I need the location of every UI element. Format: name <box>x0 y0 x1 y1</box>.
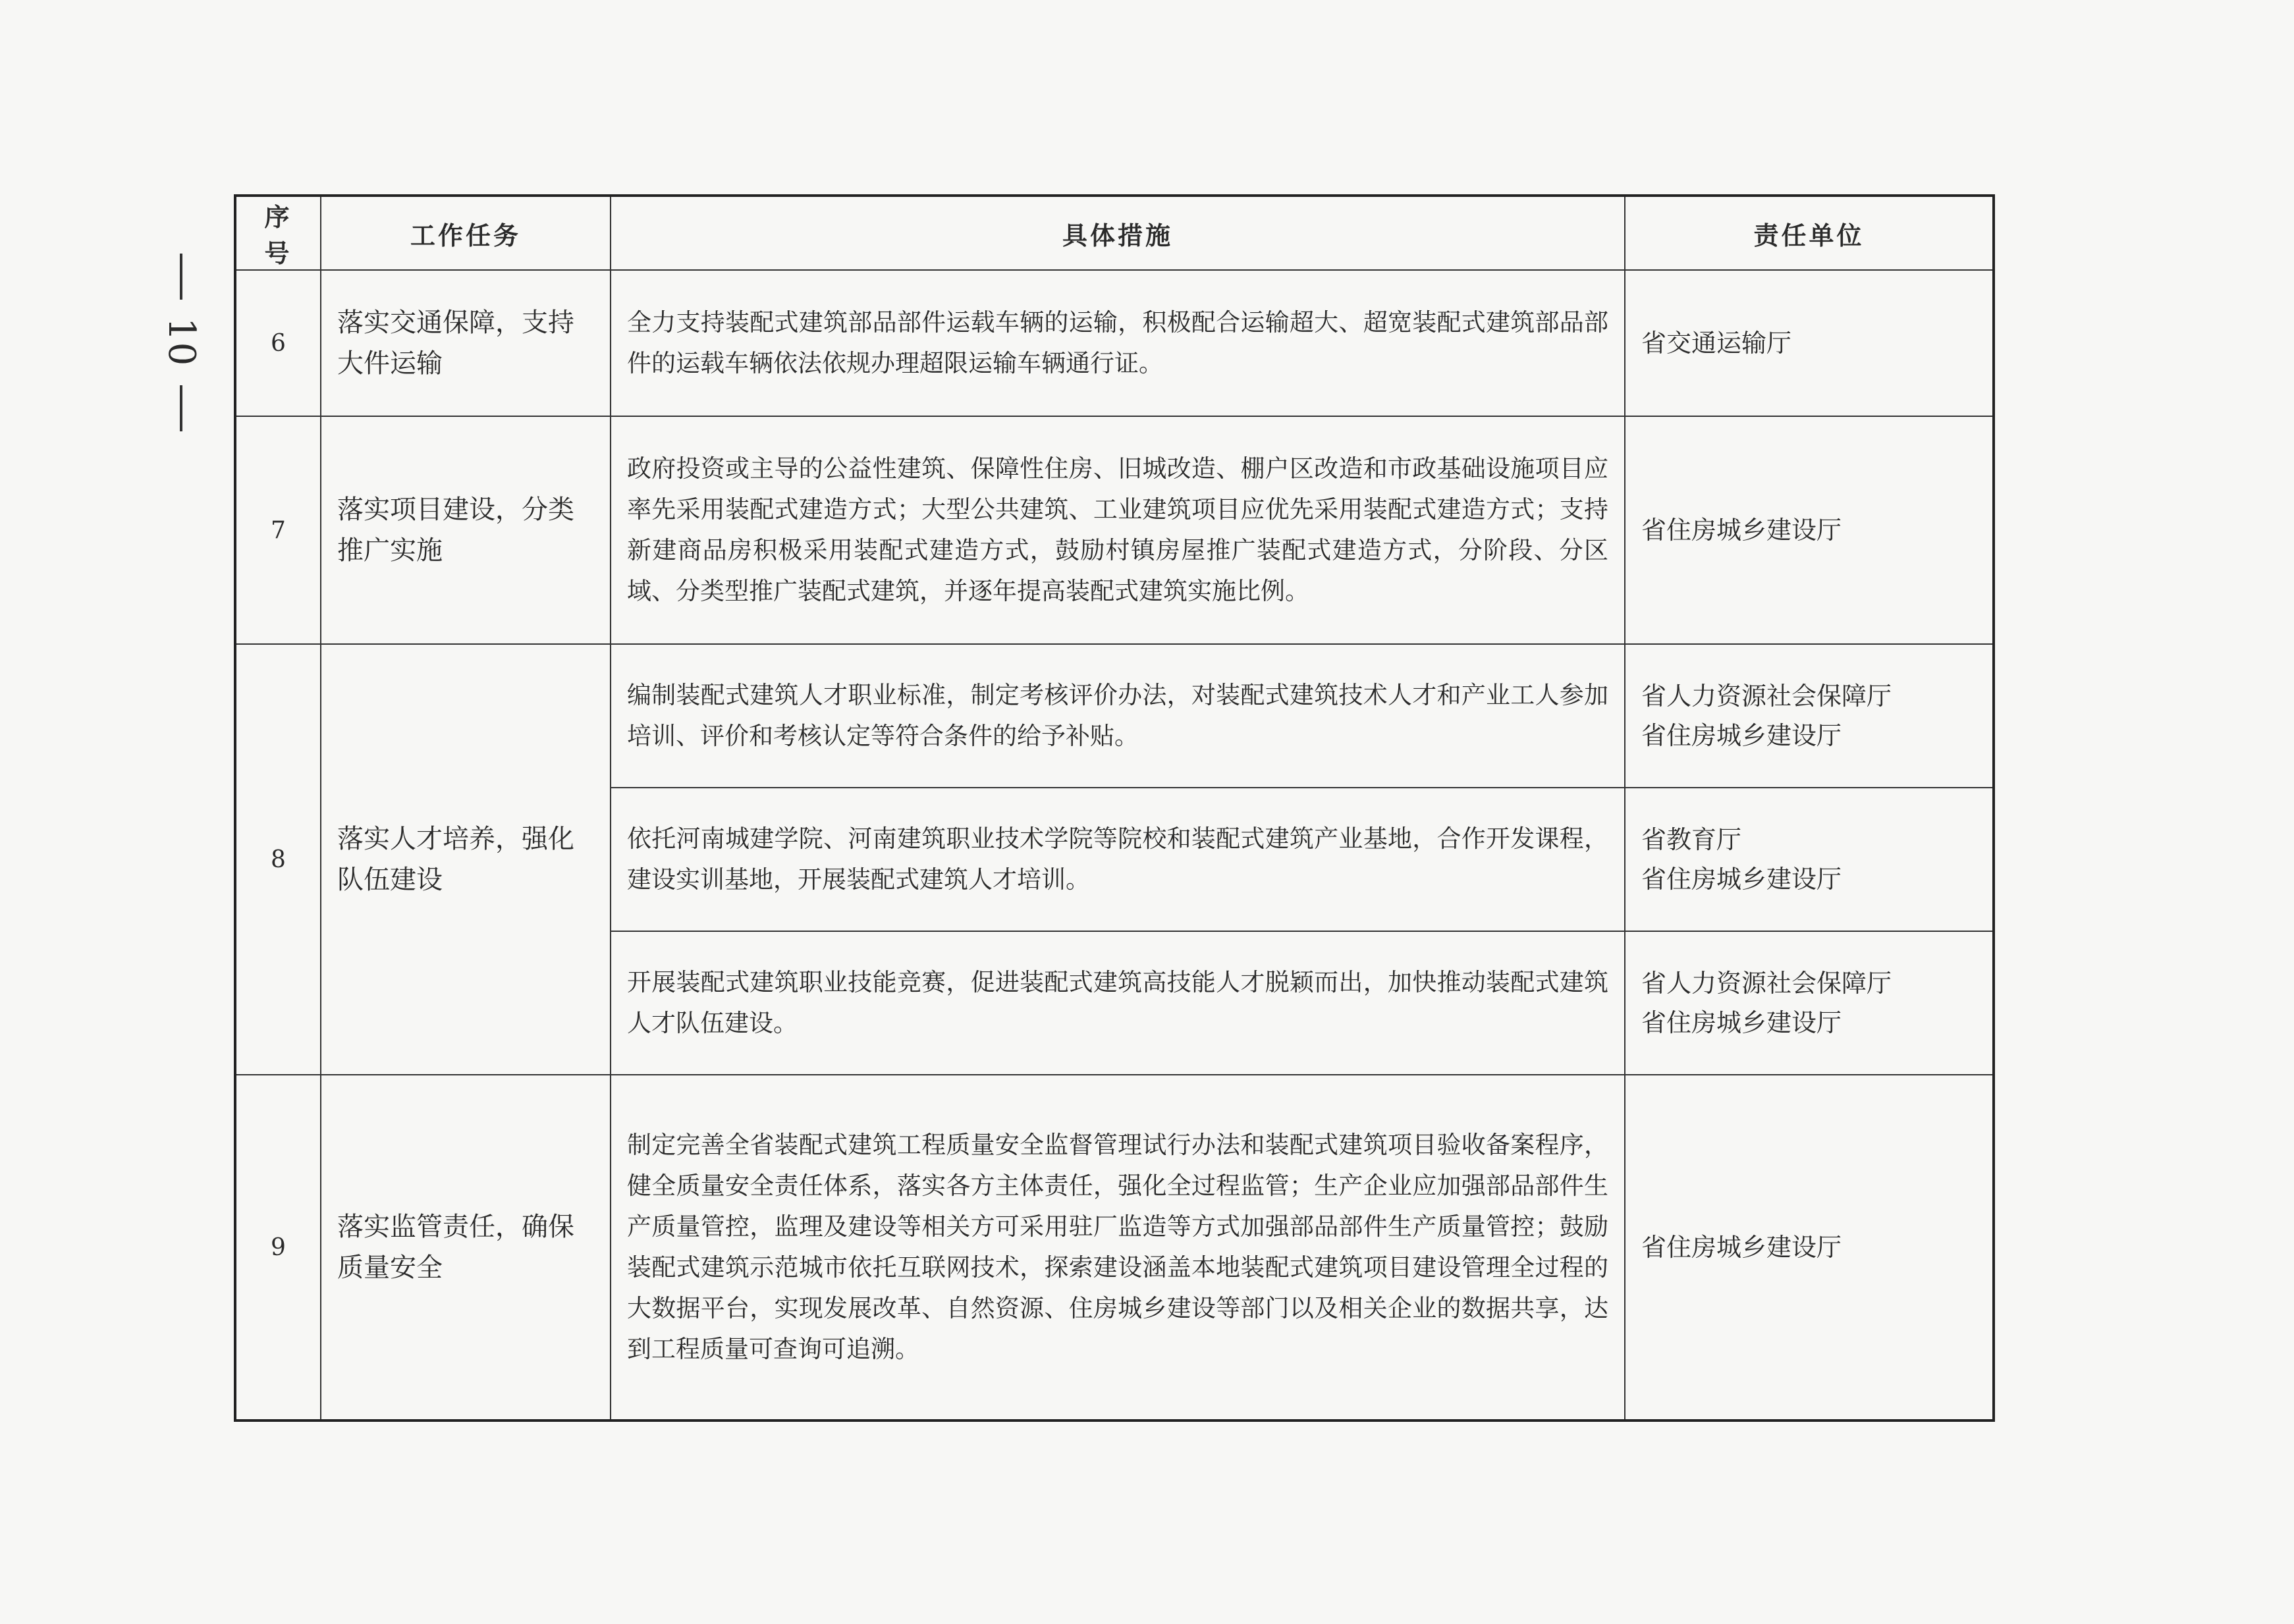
table-row <box>235 270 1994 416</box>
page-number-value: 10 <box>160 317 203 367</box>
unit-line: 省住房城乡建设厅 <box>1641 865 1842 894</box>
row-measure: 开展装配式建筑职业技能竞赛，促进装配式建筑高技能人才脱颖而出，加快推动装配式建筑人才队伍建设。 <box>611 931 1625 1075</box>
unit-line: 省住房城乡建设厅 <box>1641 516 1842 545</box>
row-seq: 8 <box>235 644 321 1075</box>
unit-line: 省住房城乡建设厅 <box>1641 721 1842 750</box>
unit-line: 省人力资源社会保障厅 <box>1641 969 1892 998</box>
row-task: 落实人才培养，强化队伍建设 <box>321 644 611 1075</box>
table-header-row <box>235 196 1994 270</box>
page-number <box>158 254 204 431</box>
row-measure: 制定完善全省装配式建筑工程质量安全监督管理试行办法和装配式建筑项目验收备案程序，健全质量安全责任体系，落实各方主体责任，强化全过程监管；生产企业应加强部品部件生产质量管控，监理及建设等相关方可采用驻厂监造等方式加强部品部件生产质量管控；鼓励装配式建筑示范城市依托互联网技术，探索建设涵盖本地装配式建筑项目建设管理全过程的大数据平台，实现发展改革、自然资源、住房城乡建设等部门以及相关企业的数据共享，达到工程质量可查询可追溯。 <box>611 1075 1625 1421</box>
table-row <box>235 1075 1994 1421</box>
unit-line: 省交通运输厅 <box>1641 329 1792 358</box>
row-seq: 7 <box>235 416 321 644</box>
table-row <box>235 416 1994 644</box>
row-seq: 9 <box>235 1075 321 1421</box>
row-seq: 6 <box>235 270 321 416</box>
row-task: 落实监管责任，确保质量安全 <box>321 1075 611 1421</box>
unit-line: 省住房城乡建设厅 <box>1641 1008 1842 1037</box>
row-unit <box>1625 931 1994 1075</box>
row-task: 落实交通保障，支持大件运输 <box>321 270 611 416</box>
row-unit <box>1625 644 1994 788</box>
header-seq: 序号 <box>235 196 321 270</box>
unit-line: 省教育厅 <box>1641 825 1742 854</box>
row-unit <box>1625 270 1994 416</box>
header-task: 工作任务 <box>321 196 611 270</box>
unit-line: 省住房城乡建设厅 <box>1641 1233 1842 1262</box>
unit-line: 省人力资源社会保障厅 <box>1641 682 1892 711</box>
header-measures: 具体措施 <box>611 196 1625 270</box>
header-unit: 责任单位 <box>1625 196 1994 270</box>
measures-table <box>234 194 1995 1422</box>
page-number-dash-top <box>180 254 182 300</box>
row-measure: 全力支持装配式建筑部品部件运载车辆的运输，积极配合运输超大、超宽装配式建筑部品部件的运载车辆依法依规办理超限运输车辆通行证。 <box>611 270 1625 416</box>
row-measure: 政府投资或主导的公益性建筑、保障性住房、旧城改造、棚户区改造和市政基础设施项目应率先采用装配式建造方式；大型公共建筑、工业建筑项目应优先采用装配式建造方式；支持新建商品房积极采用装配式建造方式，鼓励村镇房屋推广装配式建造方式，分阶段、分区域、分类型推广装配式建筑，并逐年提高装配式建筑实施比例。 <box>611 416 1625 644</box>
row-measure: 编制装配式建筑人才职业标准，制定考核评价办法，对装配式建筑技术人才和产业工人参加培训、评价和考核认定等符合条件的给予补贴。 <box>611 644 1625 788</box>
row-task: 落实项目建设，分类推广实施 <box>321 416 611 644</box>
row-measure: 依托河南城建学院、河南建筑职业技术学院等院校和装配式建筑产业基地，合作开发课程，建设实训基地，开展装配式建筑人才培训。 <box>611 788 1625 931</box>
page-number-dash-bottom <box>180 385 182 431</box>
row-unit <box>1625 1075 1994 1421</box>
table-row <box>235 644 1994 788</box>
row-unit <box>1625 788 1994 931</box>
row-unit <box>1625 416 1994 644</box>
